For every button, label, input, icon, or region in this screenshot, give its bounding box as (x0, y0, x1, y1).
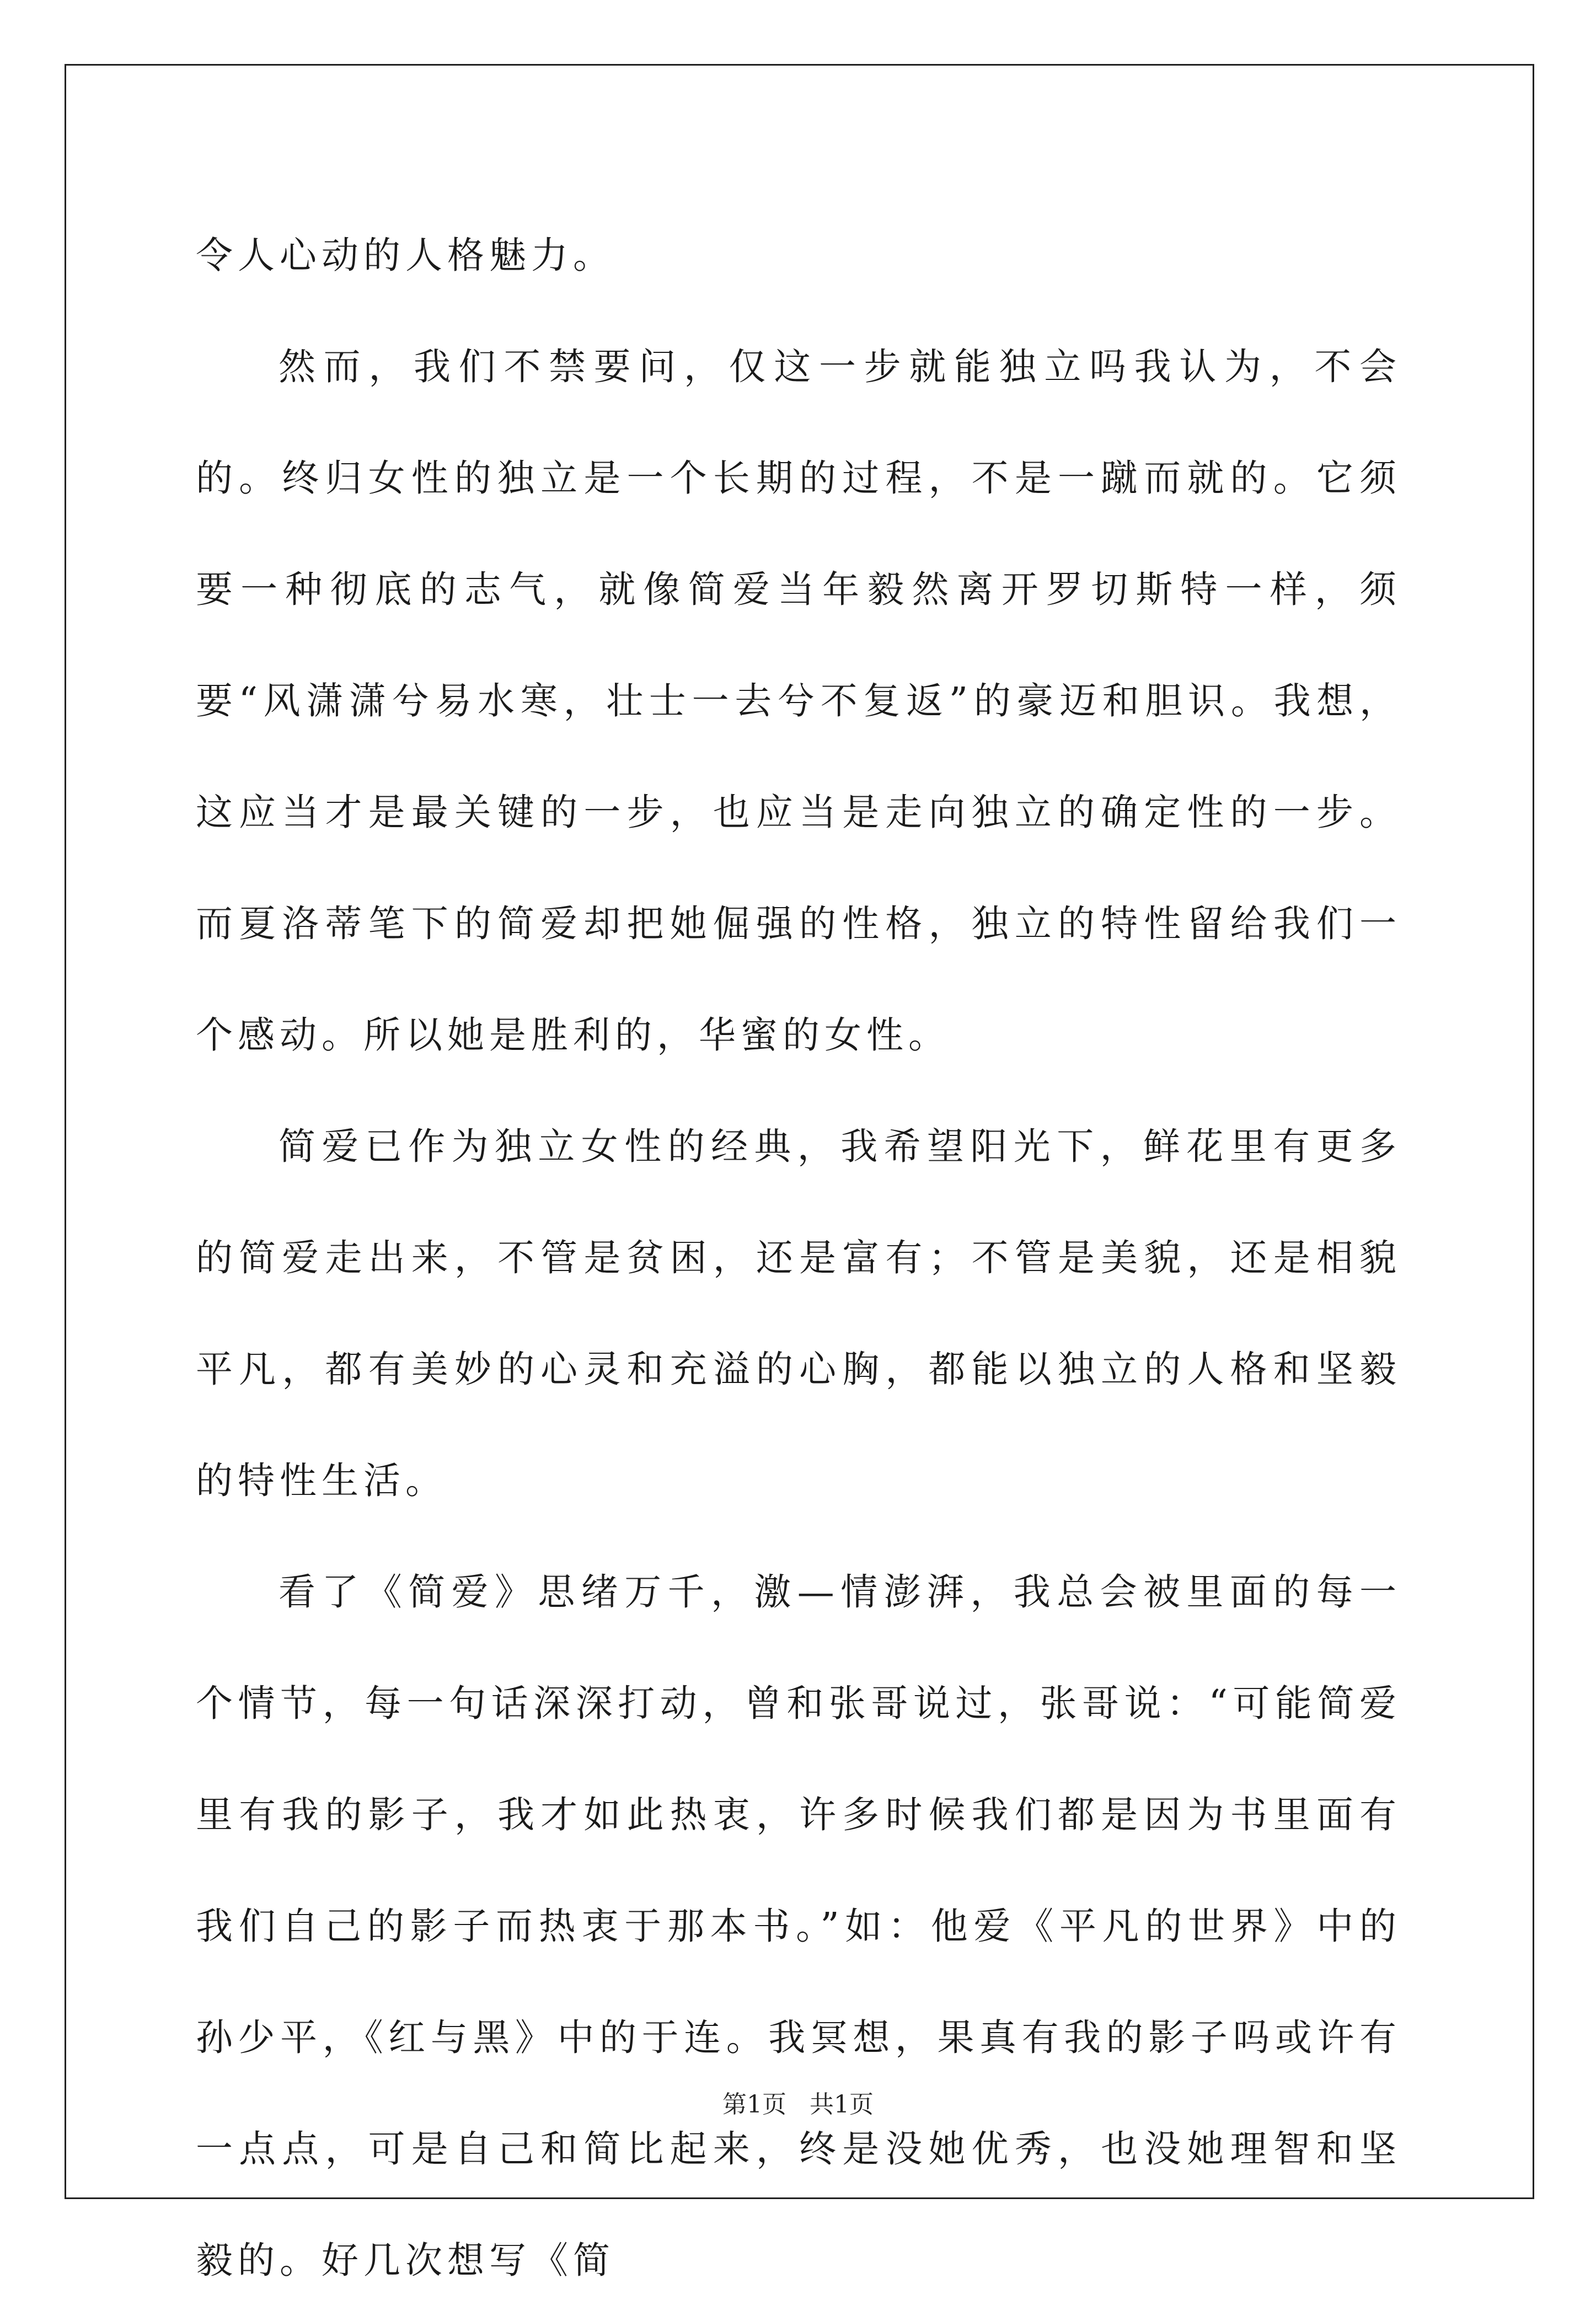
paragraph-2: 然而，我们不禁要问，仅这一步就能独立吗我认为，不会的。终归女性的独立是一个长期的过程，不是一蹴而就的。它须要一种彻底的志气，就像简爱当年毅然离开罗切斯特一样，须要“风潇潇兮易水寒，壮士一去兮不复返”的豪迈和胆识。我想，这应当才是最关键的一步，也应当是走向独立的确定性的一步。而夏洛蒂笔下的简爱却把她倔强的性格，独立的特性留给我们一个感动。所以她是胜利的，华蜜的女性。 (196, 345, 1401, 1057)
page-total: 共1页 (809, 2090, 874, 2119)
page-footer (0, 2088, 1596, 2121)
paragraph-4: 看了《简爱》思绪万千，激—情澎湃，我总会被里面的每一个情节，每一句话深深打动，曾和张哥说过，张哥说：“可能简爱里有我的影子，我才如此热衷，许多时候我们都是因为书里面有我们自己的影子而热衷于那本书。”如：他爱《平凡的世界》中的孙少平，《红与黑》中的于连。我冥想，果真有我的影子吗或许有一点点，可是自己和简比起来，终是没她优秀，也没她理智和坚毅的。好几次想写《简 (196, 1570, 1401, 2282)
paragraph-1: 令人心动的人格魅力。 (196, 234, 615, 277)
document-body (196, 200, 1401, 2316)
paragraph-3: 简爱已作为独立女性的经典，我希望阳光下，鲜花里有更多的简爱走出来，不管是贫困，还是富有；不管是美貌，还是相貌平凡，都有美妙的心灵和充溢的心胸，都能以独立的人格和坚毅的特性生活。 (196, 1125, 1401, 1502)
footer-gap (786, 2090, 810, 2119)
page-number: 第1页 (722, 2090, 787, 2119)
